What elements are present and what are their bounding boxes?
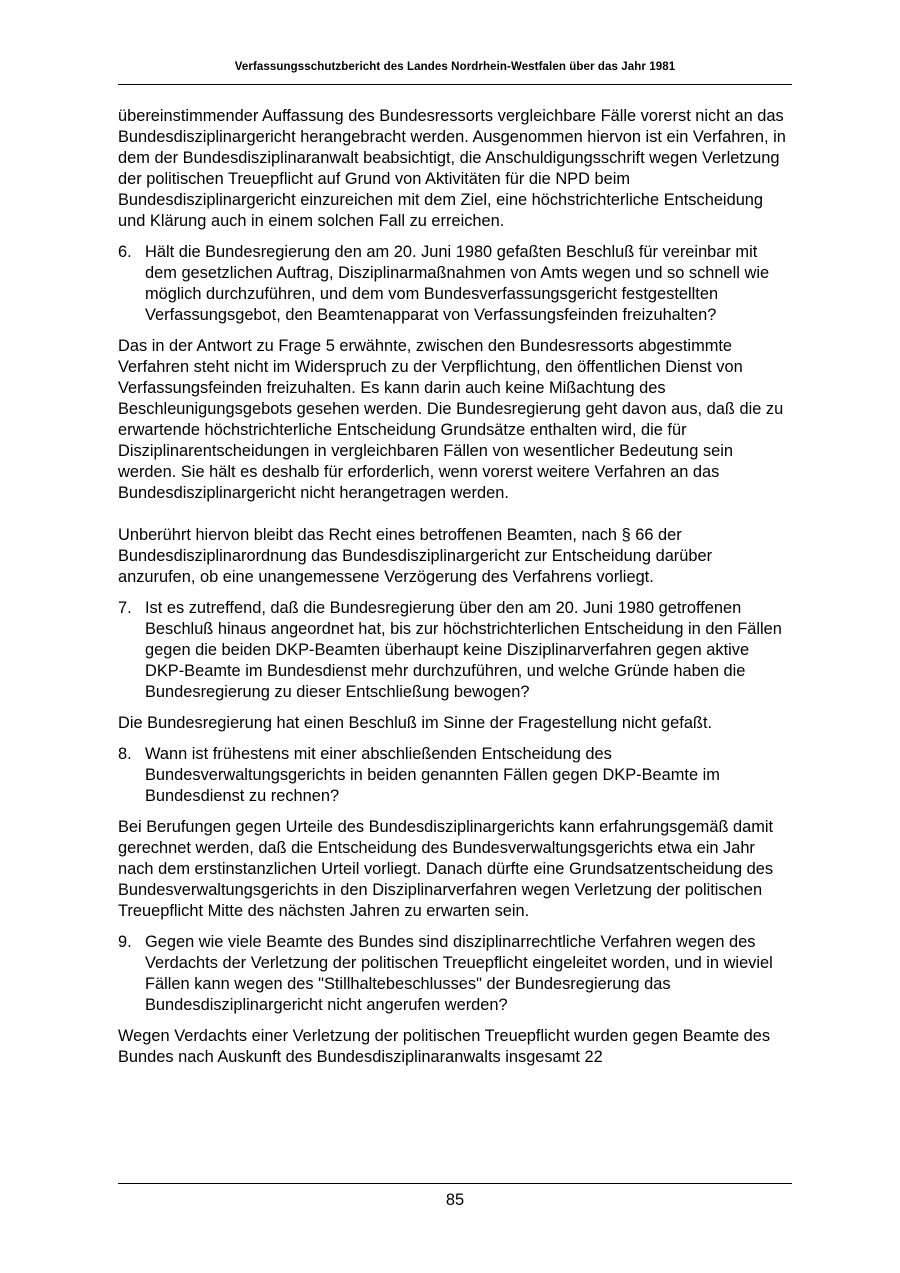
question-9 [118, 932, 792, 1016]
paragraph-6: Wegen Verdachts einer Verletzung der politischen Treuepflicht wurden gegen Beamte des Bundes nach Auskunft des Bundesdisziplinaranwalts insgesamt 22 [118, 1027, 771, 1066]
question-number: 6. [118, 243, 132, 261]
paragraph-2: Das in der Antwort zu Frage 5 erwähnte, zwischen den Bundesressorts abgestimmte Verfahren steht nicht im Widerspruch zu der Verpflichtung, den öffentlichen Dienst von Verfassungsfeinden freizuhalten. Es kann darin auch keine Mißachtung des Beschleunigungsgebots gesehen werden. Die Bundesregierung geht davon aus, daß die zu erwartende höchstrichterliche Entscheidung Grundsätze enthalten wird, die für Disziplinarentscheidungen in vergleichbaren Fällen von wesentlicher Bedeutung sein werden. Sie hält es deshalb für erforderlich, wenn vorerst weitere Verfahren an das Bundesdisziplinargericht nicht herangetragen werden. [118, 337, 784, 502]
header-divider [118, 84, 792, 85]
question-7 [118, 598, 792, 703]
question-number: 8. [118, 745, 132, 763]
paragraph-4: Die Bundesregierung hat einen Beschluß im Sinne der Fragestellung nicht gefaßt. [118, 714, 713, 732]
question-text: Hält die Bundesregierung den am 20. Juni 1980 gefaßten Beschluß für vereinbar mit dem gesetzlichen Auftrag, Disziplinarmaßnahmen von Amts wegen und so schnell wie möglich durchzuführen, und dem vom Bundesverfassungsgericht festgestellten Verfassungsgebot, den Beamtenapparat von Verfassungsfeinden freizuhalten? [145, 243, 770, 324]
question-text: Gegen wie viele Beamte des Bundes sind disziplinarrechtliche Verfahren wegen des Verdachts der Verletzung der politischen Treuepflicht eingeleitet worden, und in wieviel Fällen kann wegen des "Stillhaltebeschlusses" der Bundesregierung das Bundesdisziplinargericht nicht angerufen werden? [145, 933, 773, 1014]
body-text [118, 106, 792, 1078]
question-6 [118, 242, 792, 326]
paragraph-3: Unberührt hiervon bleibt das Recht eines betroffenen Beamten, nach § 66 der Bundesdisziplinarordnung das Bundesdisziplinargericht zur Entscheidung darüber anzurufen, ob eine unangemessene Verzögerung des Verfahrens vorliegt. [118, 526, 713, 586]
question-text: Ist es zutreffend, daß die Bundesregierung über den am 20. Juni 1980 getroffenen Beschluß hinaus angeordnet hat, bis zur höchstrichterlichen Entscheidung in den Fällen gegen die beiden DKP-Beamten überhaupt keine Disziplinarverfahren gegen aktive DKP-Beamte im Bundesdienst mehr durchzuführen, und welche Gründe haben die Bundesregierung zu dieser Entschließung bewogen? [145, 599, 782, 701]
page-number: 85 [445, 1191, 465, 1209]
question-8 [118, 744, 792, 807]
question-number: 7. [118, 599, 132, 617]
paragraph-1: übereinstimmender Auffassung des Bundesressorts vergleichbare Fälle vorerst nicht an das Bundesdisziplinargericht herangebracht werden. Ausgenommen hiervon ist ein Verfahren, in dem der Bundesdisziplinaranwalt beabsichtigt, die Anschuldigungsschrift wegen Verletzung der politischen Treuepflicht auf Grund von Aktivitäten für die NPD beim Bundesdisziplinargericht einzureichen mit dem Ziel, eine höchstrichterliche Entscheidung und Klärung auch in einem solchen Fall zu erreichen. [118, 107, 786, 230]
paragraph-5: Bei Berufungen gegen Urteile des Bundesdisziplinargerichts kann erfahrungsgemäß damit gerechnet werden, daß die Entscheidung des Bundesverwaltungsgerichts etwa ein Jahr nach dem erstinstanzlichen Urteil vorliegt. Danach dürfte eine Grundsatzentscheidung des Bundesverwaltungsgerichts in den Disziplinarverfahren wegen Verletzung der politischen Treuepflicht Mitte des nächsten Jahren zu erwarten sein. [118, 818, 774, 920]
footer-divider [118, 1183, 792, 1184]
question-text: Wann ist frühestens mit einer abschließenden Entscheidung des Bundesverwaltungsgerichts in beiden genannten Fällen gegen DKP-Beamte im Bundesdienst zu rechnen? [145, 745, 720, 805]
running-header: Verfassungsschutzbericht des Landes Nordrhein-Westfalen über das Jahr 1981 [234, 61, 676, 73]
question-number: 9. [118, 933, 132, 951]
